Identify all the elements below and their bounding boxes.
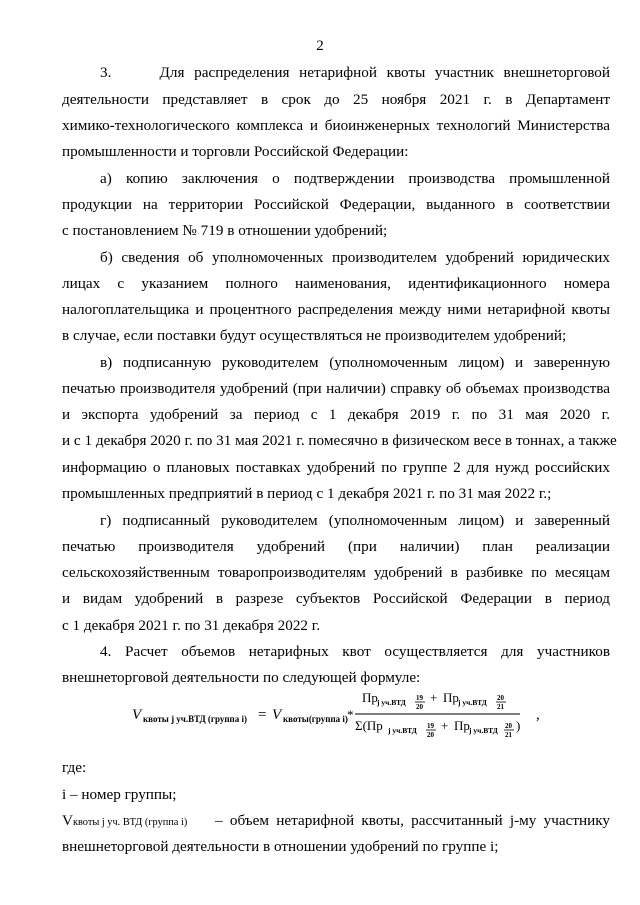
den-sigma: Σ(Пр [355, 718, 383, 733]
definition-v-line: внешнеторговой деятельности в отношении удобрений по группе i; [62, 838, 499, 855]
paragraph-4-line: внешнеторговой деятельности по следующей формуле: [62, 669, 421, 686]
formula-denominator [355, 718, 520, 739]
item-b-line: лицах с указанием полного наименования, идентификационного номера [62, 275, 610, 292]
item-v-line: промышленных предприятий в период с 1 декабря 2021 г. по 31 мая 2022 г.; [62, 485, 552, 502]
item-g-line: сельскохозяйственным товаропроизводителям удобрений в разбивке по месяцам [62, 564, 610, 581]
formula-lhs-sub: квоты j уч.ВТД (группа i) [143, 714, 247, 724]
item-v-line: информацию о плановых поставках удобрений по группе 2 для нужд российских [62, 459, 610, 476]
paragraph-3-line: деятельности представляет в срок до 25 ноября 2021 г. в Департамент [62, 91, 610, 108]
paragraph-3-line: промышленности и торговли Российской Федерации: [62, 143, 409, 160]
num-frac1-den: 20 [416, 703, 423, 711]
item-b-line: налогоплательщика и процентного распределения между ними нетарифной квоты [62, 301, 610, 318]
formula-eq: = [258, 707, 267, 723]
quota-formula [0, 672, 640, 752]
item-a-line: а) копию заключения о подтверждении производства промышленной [100, 170, 610, 187]
item-b-line: в случае, если поставки будут осуществляться не производителем удобрений; [62, 327, 567, 344]
formula-comma: , [536, 707, 540, 723]
num-pr-1: Пр [362, 690, 378, 705]
den-pr-1-sub: j уч.ВТД [388, 726, 417, 735]
item-a-line: продукции на территории Российской Федерации, выданного в соответствии [62, 196, 610, 213]
paragraph-3-line: 3. Для распределения нетарифной квоты участник внешнеторговой [100, 64, 610, 81]
item-a-line: с постановлением № 719 в отношении удобрений; [62, 222, 388, 239]
den-frac1-den: 20 [427, 731, 434, 739]
formula-times: * [347, 707, 354, 722]
num-plus: + [430, 690, 438, 705]
item-g-line: печатью производителя удобрений (при наличии) план реализации [62, 538, 610, 555]
definition-v-text: – объем нетарифной квоты, рассчитанный j-му участнику [215, 812, 610, 829]
definition-v-symbol: Vквоты j уч. ВТД (группа i) [62, 812, 188, 829]
den-frac1-num: 19 [427, 722, 434, 730]
den-close-paren: ) [516, 718, 521, 733]
item-g-line: с 1 декабря 2021 г. по 31 декабря 2022 г. [62, 617, 321, 634]
paragraph-3-line: химико-технологического комплекса и биоинженерных технологий Министерства [62, 117, 610, 134]
den-frac2-num: 20 [505, 722, 512, 730]
item-v-line: в) подписанную руководителем (уполномоченным лицом) и заверенную [100, 354, 610, 371]
formula-numerator [362, 690, 506, 711]
den-pr-2: Пр [454, 718, 470, 733]
definition-i: i – номер группы; [62, 786, 177, 803]
num-frac1-num: 19 [416, 694, 423, 702]
num-pr-2-sub: j уч.ВТД [458, 698, 487, 707]
formula-lhs [132, 707, 354, 724]
formula-lhs-v: V [132, 707, 142, 723]
definition-v [62, 812, 610, 832]
page-number: 2 [316, 38, 324, 54]
item-v-line: и с 1 декабря 2020 г. по 31 мая 2021 г. помесячно в физическом весе в тоннах, а также [62, 432, 617, 449]
num-pr-1-sub: j уч.ВТД [377, 698, 406, 707]
where-label: где: [62, 759, 87, 776]
den-frac2-den: 21 [505, 731, 512, 739]
num-frac2-num: 20 [497, 694, 504, 702]
den-plus: + [441, 718, 449, 733]
num-pr-2: Пр [443, 690, 459, 705]
formula-rhs-sub: квоты(группа i) [283, 714, 348, 724]
formula-rhs-v: V [272, 707, 282, 723]
num-frac2-den: 21 [497, 703, 504, 711]
den-pr-2-sub: j уч.ВТД [469, 726, 498, 735]
item-g-line: и видам удобрений в разрезе субъектов Российской Федерации в период [62, 590, 610, 607]
item-g-line: г) подписанный руководителем (уполномоченным лицом) и заверенный [100, 512, 610, 529]
item-v-line: печатью производителя удобрений (при наличии) справку об объемах производства [62, 380, 610, 397]
item-v-line: и экспорта удобрений за период с 1 декабря 2019 г. по 31 мая 2020 г. [62, 406, 610, 423]
item-b-line: б) сведения об уполномоченных производителем удобрений юридических [100, 249, 610, 266]
paragraph-4-line: 4. Расчет объемов нетарифных квот осуществляется для участников [100, 643, 610, 660]
